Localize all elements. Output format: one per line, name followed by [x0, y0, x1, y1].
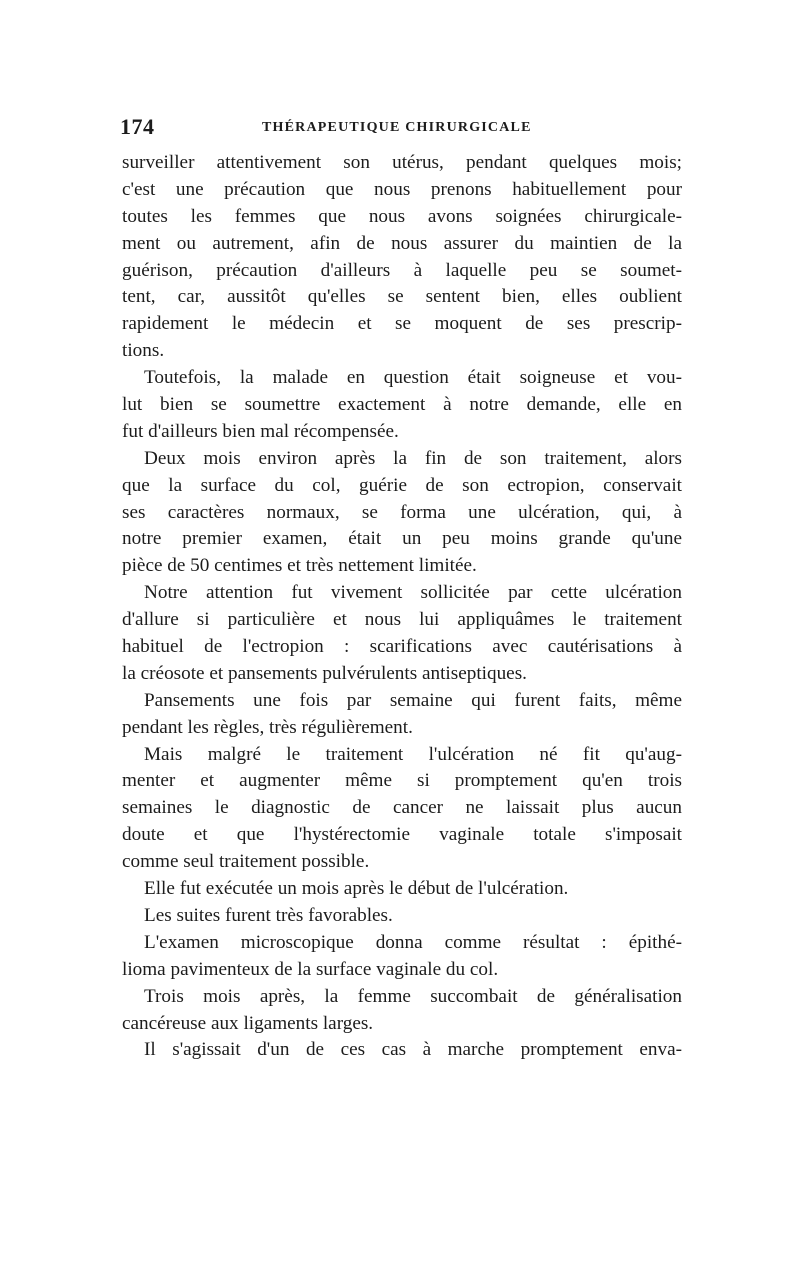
- text-line: semaines le diagnostic de cancer ne laissait plus aucun: [122, 797, 682, 819]
- text-line: guérison, précaution d'ailleurs à laquelle peu se soumet-: [122, 259, 682, 281]
- text-line: que la surface du col, guérie de son ectropion, conservait: [122, 474, 682, 496]
- text-line: notre premier examen, était un peu moins grande qu'une: [122, 528, 682, 550]
- text-line: menter et augmenter même si promptement qu'en trois: [122, 770, 682, 792]
- text-line: doute et que l'hystérectomie vaginale totale s'imposait: [122, 824, 682, 846]
- paragraph-start-line: Pansements une fois par semaine qui furent faits, même: [144, 689, 682, 711]
- paragraph-start-line: Mais malgré le traitement l'ulcération né fit qu'aug-: [144, 743, 682, 765]
- text-line: c'est une précaution que nous prenons habituellement pour: [122, 178, 682, 200]
- body-text: [122, 150, 682, 1064]
- running-title: THÉRAPEUTIQUE CHIRURGICALE: [262, 120, 532, 135]
- paragraph-start-line: Trois mois après, la femme succombait de généralisation: [144, 985, 682, 1007]
- paragraph-start-line: Les suites furent très favorables.: [144, 904, 393, 926]
- page-header: [120, 114, 680, 144]
- text-line: lioma pavimenteux de la surface vaginale du col.: [122, 958, 499, 980]
- text-line: ses caractères normaux, se forma une ulcération, qui, à: [122, 501, 682, 523]
- text-line: cancéreuse aux ligaments larges.: [122, 1012, 374, 1034]
- text-line: pendant les règles, très régulièrement.: [122, 716, 413, 738]
- text-line: comme seul traitement possible.: [122, 851, 370, 873]
- text-line: habituel de l'ectropion : scarifications avec cautérisations à: [122, 636, 682, 658]
- text-line: tent, car, aussitôt qu'elles se sentent bien, elles oublient: [122, 286, 682, 308]
- text-line: fut d'ailleurs bien mal récompensée.: [122, 420, 399, 442]
- text-line: d'allure si particulière et nous lui appliquâmes le traitement: [122, 609, 682, 631]
- paragraph-start-line: Notre attention fut vivement sollicitée par cette ulcération: [144, 582, 682, 604]
- text-line: surveiller attentivement son utérus, pendant quelques mois;: [122, 152, 682, 173]
- paragraph-start-line: L'examen microscopique donna comme résultat : épithé-: [144, 931, 682, 953]
- text-line: lut bien se soumettre exactement à notre demande, elle en: [122, 394, 682, 416]
- text-line: la créosote et pansements pulvérulents antiseptiques.: [122, 662, 527, 684]
- text-line: tions.: [122, 340, 165, 362]
- text-line: rapidement le médecin et se moquent de ses prescrip-: [122, 313, 682, 335]
- paragraph-start-line: Toutefois, la malade en question était soigneuse et vou-: [144, 367, 682, 389]
- text-line: ment ou autrement, afin de nous assurer du maintien de la: [122, 232, 682, 254]
- paragraph-start-line: Deux mois environ après la fin de son traitement, alors: [144, 447, 682, 469]
- text-line: pièce de 50 centimes et très nettement limitée.: [122, 555, 477, 577]
- paragraph-start-line: Elle fut exécutée un mois après le début de l'ulcération.: [144, 878, 569, 900]
- text-line: toutes les femmes que nous avons soignées chirurgicale-: [122, 205, 682, 227]
- page-number: 174: [120, 114, 155, 139]
- paragraph-start-line: Il s'agissait d'un de ces cas à marche promptement enva-: [144, 1039, 682, 1061]
